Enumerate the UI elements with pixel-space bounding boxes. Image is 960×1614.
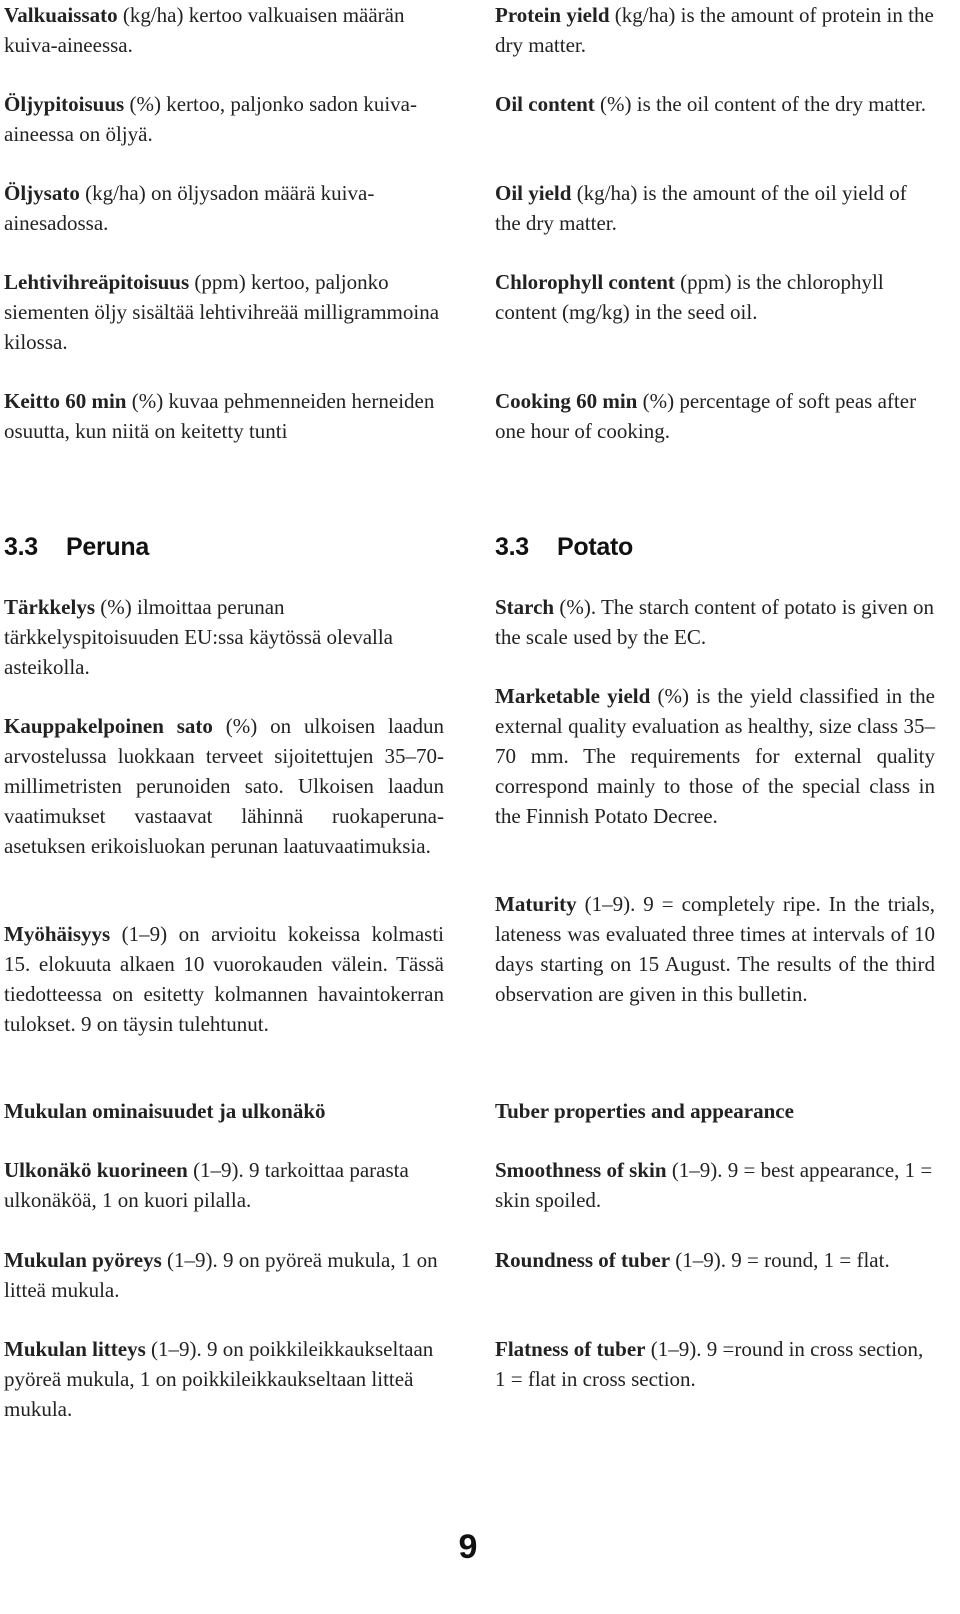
definition-oil-yield-en: [495, 178, 935, 238]
definition-marketable-yield-en: [495, 681, 935, 831]
term: Kauppakelpoinen sato: [4, 714, 213, 738]
definition-text: (%) percentage of soft peas after one hour of cooking.: [495, 389, 917, 443]
term: Tärkkelys: [4, 595, 96, 619]
definition-cooking-en: [495, 386, 935, 446]
term: Protein yield: [495, 3, 610, 27]
definition-marketable-yield-fi: [4, 711, 444, 861]
definition-text: (%) is the yield classified in the external quality evaluation as healthy, size class 35–70 mm. The requirements for external quality correspond mainly to those of the special class in the Finnish Potato Decree.: [495, 684, 935, 828]
definition-starch-fi: [4, 592, 444, 682]
subheading-tuber-en: Tuber properties and appearance: [495, 1099, 794, 1123]
section-heading-fi: [4, 533, 149, 562]
definition-starch-en: [495, 592, 935, 652]
definition-text: (1–9). 9 = best appearance, 1 = skin spoiled.: [495, 1158, 933, 1212]
definition-text: (%) ilmoittaa perunan tärkkelyspitoisuuden EU:ssa käytössä olevalla asteikolla.: [4, 595, 394, 679]
term: Mukulan pyöreys: [4, 1248, 162, 1272]
definition-text: (%) kuvaa pehmenneiden herneiden osuutta, kun niitä on keitetty tunti: [4, 389, 435, 443]
definition-text: (%). The starch content of potato is given on the scale used by the EC.: [495, 595, 934, 649]
definition-text: (1–9). 9 = completely ripe. In the trials, lateness was evaluated three times at intervals of 10 days starting on 15 August. The results of the third observation are given in this bulletin.: [495, 892, 935, 1006]
term: Cooking 60 min: [495, 389, 638, 413]
definition-text: (kg/ha) on öljysadon määrä kuiva-ainesadossa.: [4, 181, 375, 235]
term: Oil content: [495, 92, 595, 116]
definition-flatness-en: [495, 1334, 935, 1394]
term: Roundness of tuber: [495, 1248, 671, 1272]
term: Oil yield: [495, 181, 572, 205]
term: Myöhäisyys: [4, 922, 111, 946]
term: Chlorophyll content: [495, 270, 675, 294]
page-number: 9: [458, 1528, 478, 1566]
definition-text: (%) on ulkoisen laadun arvostelussa luokkaan terveet sijoitettujen 35–70-millimetristen perunoiden sato. Ulkoisen laadun vaatimukset vastaavat lähinnä ruokaperuna-asetuksen erikoisluokan perunan laatuvaatimuksia.: [4, 714, 444, 858]
section-number: 3.3: [495, 533, 529, 561]
term: Smoothness of skin: [495, 1158, 667, 1182]
term: Marketable yield: [495, 684, 651, 708]
definition-protein-yield-fi: [4, 0, 444, 60]
term: Valkuaissato: [4, 3, 118, 27]
definition-maturity-en: [495, 889, 935, 1009]
definition-text: (kg/ha) is the amount of protein in the dry matter.: [495, 3, 934, 57]
definition-skin-en: [495, 1155, 935, 1215]
definition-chlorophyll-en: [495, 267, 935, 327]
definition-text: (ppm) is the chlorophyll content (mg/kg) in the seed oil.: [495, 270, 884, 324]
term: Flatness of tuber: [495, 1337, 646, 1361]
definition-roundness-fi: [4, 1245, 444, 1305]
definition-chlorophyll-fi: [4, 267, 444, 357]
term: Ulkonäkö kuorineen: [4, 1158, 188, 1182]
definition-text: (1–9). 9 on poikkileikkaukseltaan pyöreä mukula, 1 on poikkileikkaukseltaan litteä mukula.: [4, 1337, 434, 1421]
term: Starch: [495, 595, 555, 619]
definition-text: (kg/ha) is the amount of the oil yield of the dry matter.: [495, 181, 907, 235]
section-number: 3.3: [4, 533, 38, 561]
definition-text: (1–9). 9 =round in cross section, 1 = flat in cross section.: [495, 1337, 924, 1391]
definition-roundness-en: [495, 1245, 935, 1275]
definition-skin-fi: [4, 1155, 444, 1215]
definition-oil-content-fi: [4, 89, 444, 149]
definition-text: (kg/ha) kertoo valkuaisen määrän kuiva-aineessa.: [4, 3, 405, 57]
definition-maturity-fi: [4, 919, 444, 1039]
term: Keitto 60 min: [4, 389, 127, 413]
section-title: Potato: [557, 533, 633, 561]
definition-text: (%) is the oil content of the dry matter.: [594, 92, 926, 116]
term: Lehtivihreäpitoisuus: [4, 270, 190, 294]
definition-protein-yield-en: [495, 0, 935, 60]
definition-oil-yield-fi: [4, 178, 444, 238]
term: Öljysato: [4, 181, 80, 205]
term: Maturity: [495, 892, 577, 916]
definition-oil-content-en: [495, 89, 935, 119]
definition-cooking-fi: [4, 386, 444, 446]
definition-flatness-fi: [4, 1334, 444, 1424]
section-heading-en: [495, 533, 633, 562]
definition-text: (1–9). 9 = round, 1 = flat.: [670, 1248, 890, 1272]
term: Öljypitoisuus: [4, 92, 125, 116]
definition-text: (%) kertoo, paljonko sadon kuiva-aineessa on öljyä.: [4, 92, 417, 146]
definition-text: (1–9). 9 on pyöreä mukula, 1 on litteä mukula.: [4, 1248, 438, 1302]
definition-text: (1–9) on arvioitu kokeissa kolmasti 15. elokuuta alkaen 10 vuorokauden välein. Tässä tiedotteessa on esitetty kolmannen havaintokerran tulokset. 9 on täysin tulehtunut.: [4, 922, 444, 1036]
section-title: Peruna: [66, 533, 149, 561]
definition-text: (ppm) kertoo, paljonko siementen öljy sisältää lehtivihreää milligrammoina kilossa.: [4, 270, 440, 354]
definition-text: (1–9). 9 tarkoittaa parasta ulkonäköä, 1 on kuori pilalla.: [4, 1158, 409, 1212]
term: Mukulan litteys: [4, 1337, 146, 1361]
subheading-tuber-fi: Mukulan ominaisuudet ja ulkonäkö: [4, 1099, 326, 1123]
